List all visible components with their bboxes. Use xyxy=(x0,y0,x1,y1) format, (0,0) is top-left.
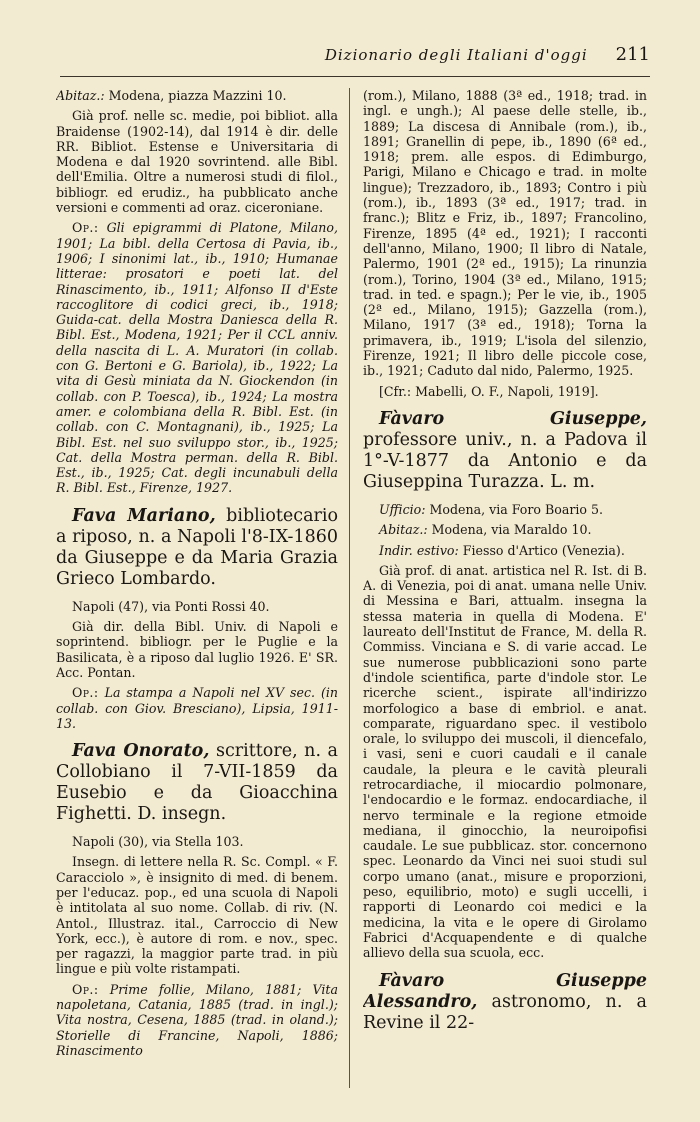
entry-office xyxy=(363,502,647,517)
entry-address: Napoli (30), via Stella 103. xyxy=(72,834,244,850)
abitaz-text: Modena, via Maraldo 10. xyxy=(427,522,592,538)
entry-heading-text: astronomo, n. a Revine il 22- xyxy=(363,991,647,1033)
column-divider xyxy=(349,88,350,1088)
right-column xyxy=(363,88,647,1118)
indir-label: Indir. estivo: xyxy=(379,542,459,558)
op-label: Op.: xyxy=(72,981,99,997)
left-column xyxy=(56,88,338,1118)
abitaz-label: Abitaz.: xyxy=(56,88,105,103)
entry-heading xyxy=(363,971,647,1034)
entry-heading xyxy=(363,409,647,493)
entry-address xyxy=(56,88,338,103)
ufficio-text: Modena, via Foro Boario 5. xyxy=(425,501,603,517)
indir-text: Fiesso d'Artico (Venezia). xyxy=(458,542,625,558)
entry-heading-text: bibliotecario a riposo, n. a Napoli l'8-IX-1860 da Giuseppe e da Maria Grazia Grieco Lombardo. xyxy=(56,505,338,589)
entry-works xyxy=(56,982,338,1058)
op-label: Op.: xyxy=(72,220,99,236)
op-label: Op.: xyxy=(72,685,99,701)
entry-bio: Insegn. di lettere nella R. Sc. Compl. « F. Caracciolo », è insignito di med. di benem. per l'educaz. pop., ed una scuola di Napoli è intitolata al suo nome. Collab. di riv. (N. Antol., Illustraz. ital., Carroccio di New York, ecc.), è autore di rom. e nov., spec. per ragazzi, la maggior parte trad. in più lingue e più volte ristampati. xyxy=(56,854,338,977)
op-text: Gli epigrammi di Platone, Milano, 1901; La bibl. della Certosa di Pavia, ib., 1906; I sinonimi lat., ib., 1910; Humanae litterae: prosatori e poeti lat. del Rinascimento, ib., 1911; Alfonso II d'Este raccoglitore di codici greci, ib., 1918; Guida-cat. della Mostra Daniesca della R. Bibl. Est., Modena, 1921; Per il CCL anniv. della nascita di L. A. Muratori (in collab. con G. Bertoni e G. Bariola), ib., 1922; La vita di Gesù miniata da N. Giockendon (in collab. con P. Toesca), ib., 1924; La mostra amer. e colombiana della R. Bibl. Est. (in collab. con C. Montagnani), ib., 1925; La Bibl. Est. nel suo sviluppo stor., ib., 1925; Cat. della Mostra perman. della R. Bibl. Est., ib., 1925; Cat. degli incunabuli della R. Bibl. Est., Firenze, 1927. xyxy=(56,220,338,496)
entry-summer-address xyxy=(363,543,647,558)
entry-heading-text: scrittore, n. a Collobiano il 7-VII-1859 da Eusebio e da Gioacchina Fighetti. D. insegn. xyxy=(56,741,338,825)
running-header xyxy=(60,44,650,72)
works-continuation: (rom.), Milano, 1888 (3ª ed., 1918; trad. in ingl. e ungh.); Al paese delle stelle, ib., 1889; La discesa di Annibale (rom.), ib., 1891; Granellin di pepe, ib., 1890 (6ª ed., 1918; prem. alle espos. di Edimburgo, Parigi, Milano e Chicago e trad. in molte lingue); Trezzadoro, ib., 1893; Contro i più (rom.), ib., 1893 (3ª ed., 1917; trad. in franc.); Blitz e Friz, ib., 1897; Francolino, Firenze, 1895 (4ª ed., 1921); I racconti dell'anno, Milano, 1900; Il libro di Natale, Palermo, 1901 (2ª ed., 1915); La rinunzia (rom.), Torino, 1904 (3ª ed., Milano, 1915; trad. in ted. e spagn.); Per le vie, ib., 1905 (2ª ed., Milano, 1915); Gazzella (rom.), Milano, 1917 (3ª ed., 1918); Torna la primavera, ib., 1919; L'isola del silenzio, Firenze, 1921; Il libro delle piccole cose, ib., 1921; Caduto dal nido, Palermo, 1925. xyxy=(363,88,647,379)
entry-bio: Già prof. di anat. artistica nel R. Ist. di B. A. di Venezia, poi di anat. umana nelle Univ. di Messina e Bari, attualm. insegna la stessa materia in quella di Modena. E' laureato dell'Institut de France, M. della R. Commiss. Vinciana e S. di varie accad. Le sue numerose pubblicazioni sono parte d'indole scientifica, parte d'indole stor. Le ricerche scient., ispirate all'indirizzo morfologico a base di embriol. e anat. comparate, riguardano spec. il vestibolo orale, lo sviluppo dei muscoli, il diencefalo, i vasi, seni e cuori caudali e il canale caudale, la pleura e le cavità pleurali retrocardiache, il miocardio polmonare, l'endocardio e le formaz. endocardiache, il nervo terminale e la regione etmoide mediana, il ginocchio, la neuroipofisi caudale. Le sue pubblicaz. stor. concernono spec. Leonardo da Vinci nei suoi studi sul corpo umano (anat., misure e proporzioni, peso, equilibrio, moto) e sugli uccelli, i rapporti di Leonardo coi medici e la medicina, la vita e le opere di Girolamo Fabrici d'Acquapendente e di qualche allievo della sua scuola, ecc. xyxy=(363,562,647,961)
entry-name: Fava Onorato, xyxy=(72,741,210,762)
header-rule xyxy=(60,76,650,77)
entry-address xyxy=(363,522,647,537)
abitaz-label: Abitaz.: xyxy=(379,522,428,538)
page-number: 211 xyxy=(615,44,650,65)
entry-works xyxy=(56,220,338,495)
entry-address: Napoli (47), via Ponti Rossi 40. xyxy=(72,598,270,614)
op-text: Prime follie, Milano, 1881; Vita napoletana, Catania, 1885 (trad. in ingl.); Vita nostra, Cesena, 1885 (trad. in oland.); Storielle di Francine, Napoli, 1886; Rinascimento xyxy=(56,981,338,1058)
entry-name: Fàvaro Giuseppe Alessandro, xyxy=(363,970,647,1012)
entry-heading xyxy=(56,741,338,825)
entry-name: Fava Mariano, xyxy=(72,505,216,526)
abitaz-text: Modena, piazza Mazzini 10. xyxy=(104,88,287,103)
entry-bio: Già dir. della Bibl. Univ. di Napoli e soprintend. bibliogr. per le Puglie e la Basilicata, è a riposo dal luglio 1926. E' SR. Acc. Pontan. xyxy=(56,619,338,680)
entry-works xyxy=(56,685,338,731)
entry-heading-text: professore univ., n. a Padova il 1°-V-1877 da Antonio e da Giuseppina Turazza. L. m. xyxy=(363,429,647,492)
running-title: Dizionario degli Italiani d'oggi xyxy=(324,46,588,64)
ufficio-label: Ufficio: xyxy=(379,501,426,517)
entry-name: Fàvaro Giuseppe, xyxy=(379,408,647,429)
entry-heading xyxy=(56,506,338,590)
entry-bio: Già prof. nelle sc. medie, poi bibliot. alla Braidense (1902-14), dal 1914 è dir. delle RR. Bibliot. Estense e Universitaria di Modena e dal 1920 sovrintend. alle Bibl. dell'Emilia. Oltre a numerosi studi di filol., bibliogr. ed erudiz., ha pubblicato anche versioni e commenti ad oraz. ciceroniane. xyxy=(56,108,338,216)
op-text: La stampa a Napoli nel XV sec. (in collab. con Giov. Bresciano), Lipsia, 1911-13. xyxy=(56,685,338,731)
reference-citation: [Cfr.: Mabelli, O. F., Napoli, 1919]. xyxy=(379,383,599,399)
